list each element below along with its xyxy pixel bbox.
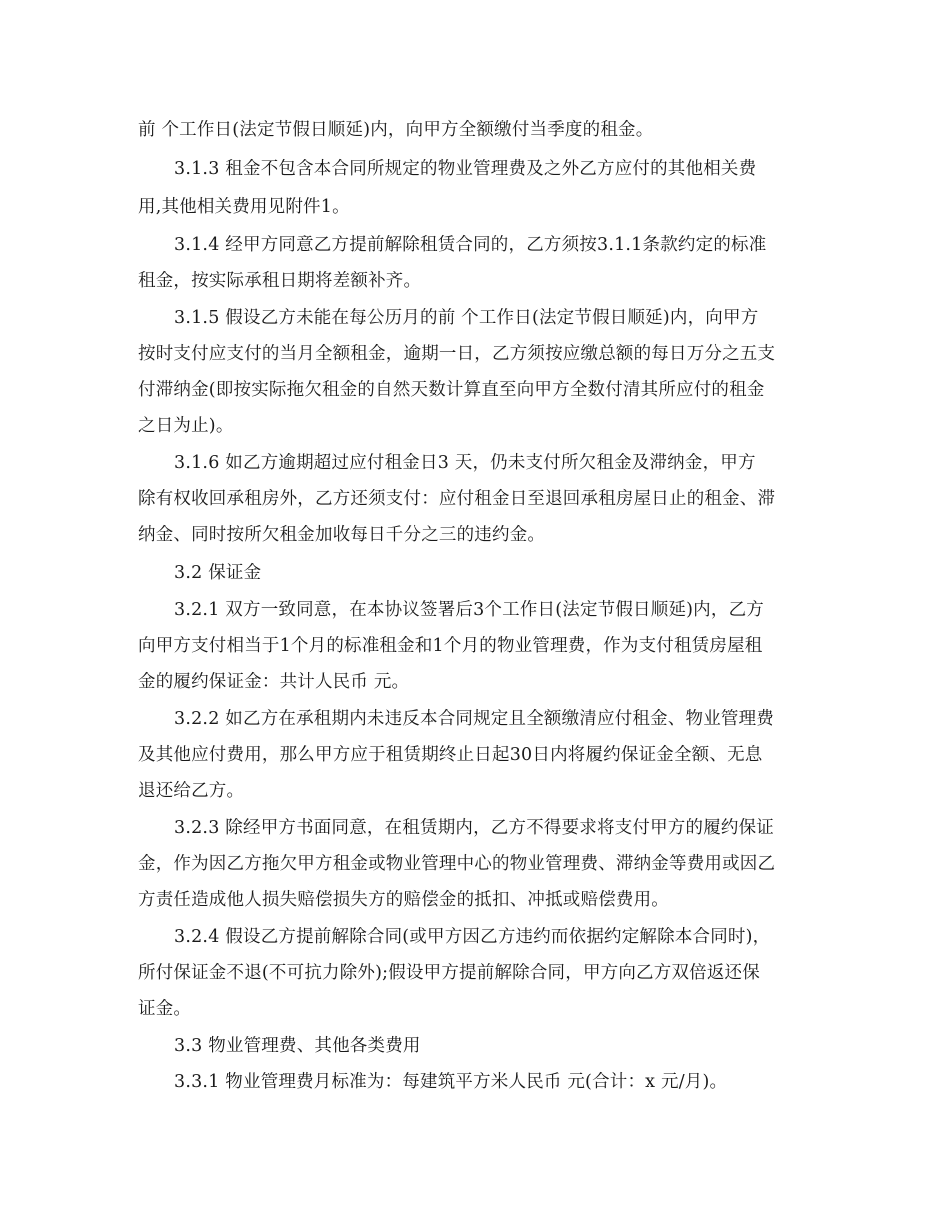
clause-3-2-3: 3.2.3 除经甲方书面同意，在租赁期内，乙方不得要求将支付甲方的履约保证 [174, 818, 774, 838]
paragraph-line: 证金。 [138, 999, 192, 1019]
paragraph-line: 纳金、同时按所欠租金加收每日千分之三的违约金。 [138, 525, 546, 545]
clause-3-2-4: 3.2.4 假设乙方提前解除合同(或甲方因乙方违约而依据约定解除本合同时)， [174, 927, 771, 947]
clause-3-1-4: 3.1.4 经甲方同意乙方提前解除租赁合同的，乙方须按3.1.1条款约定的标准 [174, 235, 767, 255]
clause-3-1-3: 3.1.3 租金不包含本合同所规定的物业管理费及之外乙方应付的其他相关费 [174, 159, 757, 179]
clause-3-3-1: 3.3.1 物业管理费月标准为：每建筑平方米人民币 元(合计：x 元/月)。 [174, 1072, 728, 1092]
clause-3-1-5: 3.1.5 假设乙方未能在每公历月的前 个工作日(法定节假日顺延)内，向甲方 [174, 308, 759, 328]
clause-3-2-1: 3.2.1 双方一致同意，在本协议签署后3个工作日(法定节假日顺延)内，乙方 [174, 600, 764, 620]
paragraph-line: 前 个工作日(法定节假日顺延)内，向甲方全额缴付当季度的租金。 [138, 120, 654, 140]
section-3-2-heading: 3.2 保证金 [174, 563, 262, 583]
paragraph-line: 用,其他相关费用见附件1。 [138, 197, 350, 217]
paragraph-line: 及其他应付费用，那么甲方应于租赁期终止日起30日内将履约保证金全额、无息 [138, 745, 763, 765]
paragraph-line: 所付保证金不退(不可抗力除外);假设甲方提前解除合同，甲方向乙方双倍返还保 [138, 963, 760, 983]
paragraph-line: 金的履约保证金：共计人民币 元。 [138, 672, 410, 692]
clause-3-2-2: 3.2.2 如乙方在承租期内未违反本合同规定且全额缴清应付租金、物业管理费 [174, 709, 774, 729]
paragraph-line: 退还给乙方。 [138, 781, 245, 801]
paragraph-line: 租金，按实际承租日期将差额补齐。 [138, 271, 422, 291]
paragraph-line: 付滞纳金(即按实际拖欠租金的自然天数计算直至向甲方全数付清其所应付的租金 [138, 380, 765, 400]
clause-3-1-6: 3.1.6 如乙方逾期超过应付租金日3 天，仍未支付所欠租金及滞纳金，甲方 [174, 453, 756, 473]
section-3-3-heading: 3.3 物业管理费、其他各类费用 [174, 1036, 421, 1056]
paragraph-line: 金，作为因乙方拖欠甲方租金或物业管理中心的物业管理费、滞纳金等费用或因乙 [138, 854, 776, 874]
paragraph-line: 按时支付应支付的当月全额租金，逾期一日，乙方须按应缴总额的每日万分之五支 [138, 344, 776, 364]
paragraph-line: 除有权收回承租房外，乙方还须支付：应付租金日至退回承租房屋日止的租金、滞 [138, 489, 776, 509]
paragraph-line: 方责任造成他人损失赔偿损失方的赔偿金的抵扣、冲抵或赔偿费用。 [138, 890, 669, 910]
paragraph-line: 向甲方支付相当于1个月的标准租金和1个月的物业管理费，作为支付租赁房屋租 [138, 636, 763, 656]
paragraph-line: 之日为止)。 [138, 416, 234, 436]
